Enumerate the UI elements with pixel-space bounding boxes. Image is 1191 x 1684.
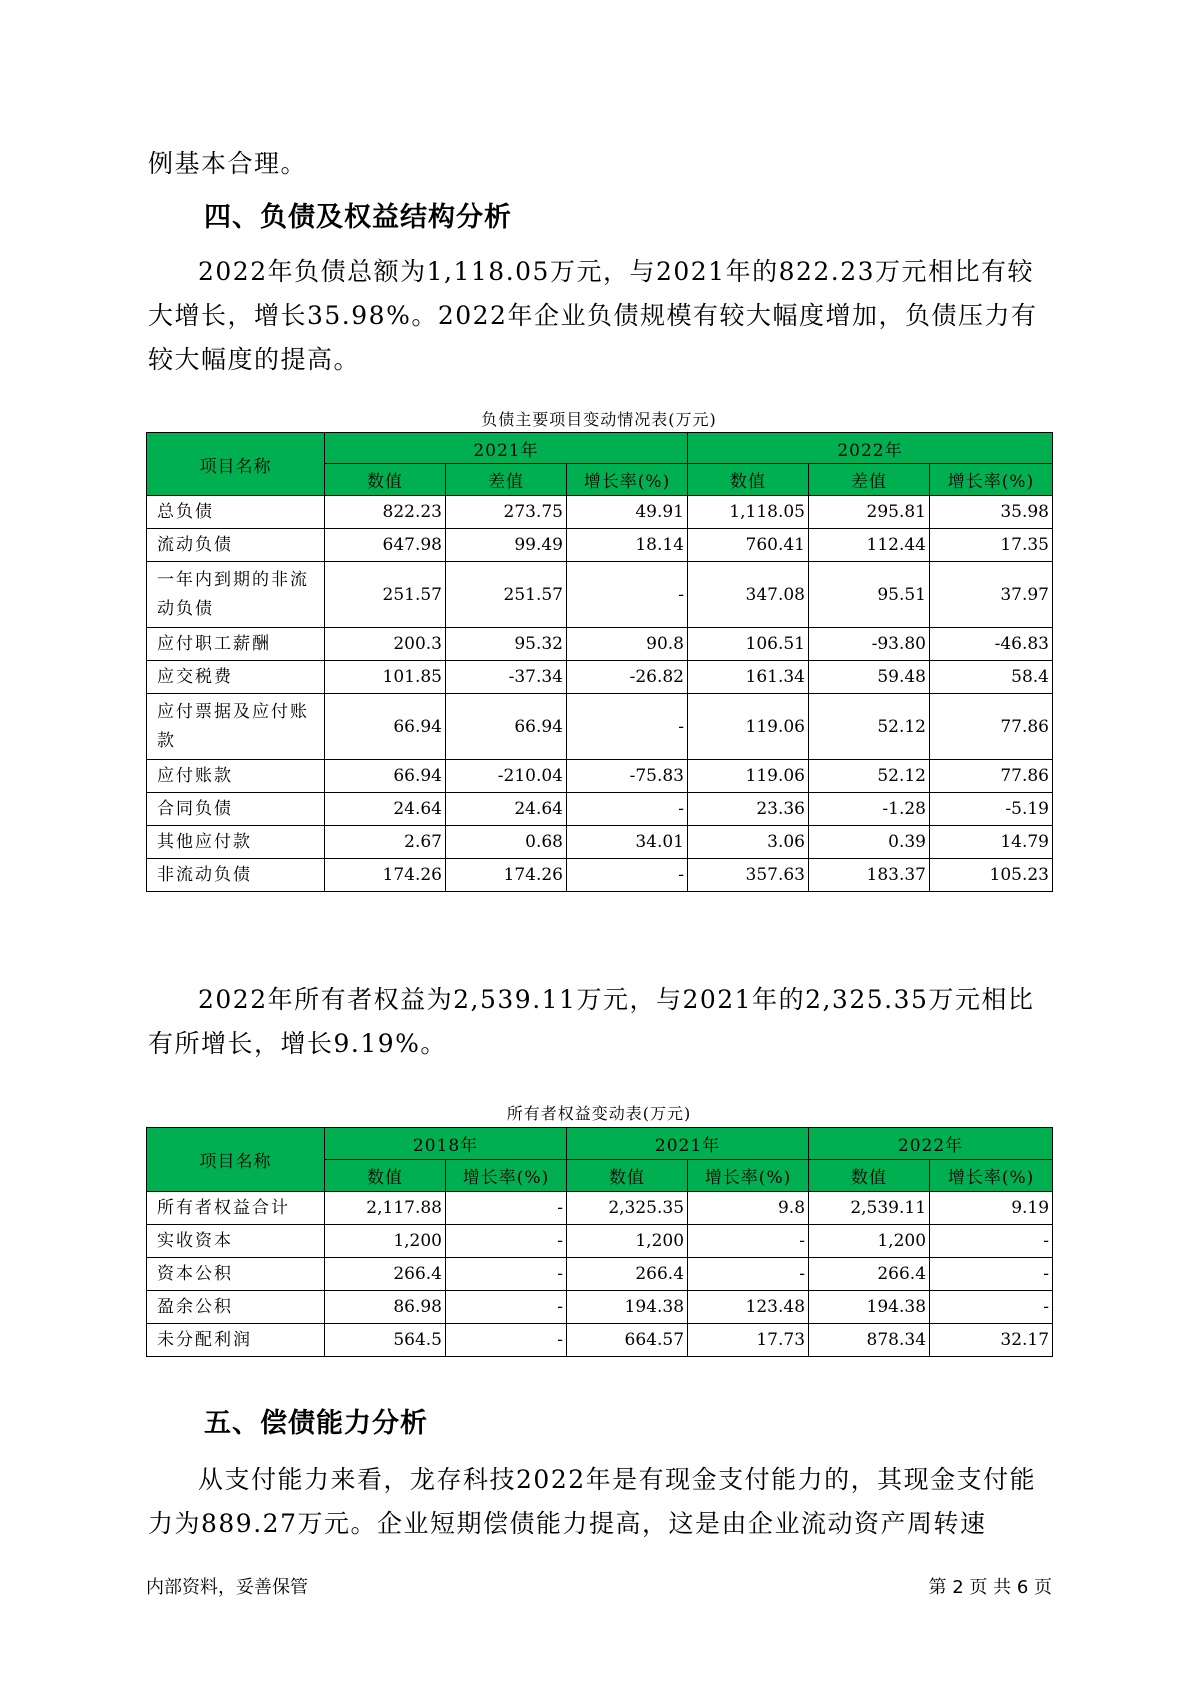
cell-diff: 273.75 [446,496,567,529]
cell-value: 1,200 [567,1225,688,1258]
table-row [147,661,1053,694]
cell-value: 24.64 [325,793,446,826]
cell-value: 23.36 [688,793,809,826]
table2-col-header: 数值 [325,1160,446,1192]
row-label: 应交税费 [147,661,325,694]
cell-diff: 66.94 [446,694,567,760]
cell-value: 194.38 [567,1291,688,1324]
table-row [147,793,1053,826]
intro-tail-text: 例基本合理。 [148,149,308,178]
table-row [147,1258,1053,1291]
row-label: 盈余公积 [147,1291,325,1324]
table1-year-header: 2022年 [688,433,1053,464]
cell-rate: - [930,1258,1053,1291]
footer-confidential-note: 内部资料，妥善保管 [146,1577,308,1598]
cell-rate: 77.86 [930,760,1053,793]
table2-year-header: 2022年 [809,1128,1053,1160]
row-label: 实收资本 [147,1225,325,1258]
cell-rate: - [446,1192,567,1225]
cell-rate: - [567,694,688,760]
cell-value: 2,325.35 [567,1192,688,1225]
table1-col-header: 数值 [688,464,809,496]
cell-rate: - [688,1258,809,1291]
cell-rate: 17.73 [688,1324,809,1357]
cell-rate: 49.91 [567,496,688,529]
cell-value: 251.57 [325,562,446,628]
row-label: 应付职工薪酬 [147,628,325,661]
cell-value: 1,200 [325,1225,446,1258]
cell-value: 194.38 [809,1291,930,1324]
cell-diff: 59.48 [809,661,930,694]
cell-diff: 24.64 [446,793,567,826]
cell-value: 266.4 [809,1258,930,1291]
cell-value: 2.67 [325,826,446,859]
cell-diff: 95.51 [809,562,930,628]
row-label: 未分配利润 [147,1324,325,1357]
cell-rate: 77.86 [930,694,1053,760]
cell-value: 266.4 [567,1258,688,1291]
cell-value: 822.23 [325,496,446,529]
cell-diff: 0.68 [446,826,567,859]
row-label: 一年内到期的非流动负债 [147,562,325,628]
row-label: 应付账款 [147,760,325,793]
table-row [147,1291,1053,1324]
section5-paragraph-1: 从支付能力来看，龙存科技2022年是有现金支付能力的，其现金支付能力为889.27万元。企业短期偿债能力提高，这是由企业流动资产周转速 [148,1465,1037,1538]
row-label: 所有者权益合计 [147,1192,325,1225]
table-row [147,694,1053,760]
table2-caption: 所有者权益变动表(万元) [506,1104,692,1123]
cell-rate: 17.35 [930,529,1053,562]
row-label: 应付票据及应付账款 [147,694,325,760]
table1-col-header: 差值 [446,464,567,496]
cell-rate: -75.83 [567,760,688,793]
table-row [147,529,1053,562]
cell-value: 2,117.88 [325,1192,446,1225]
cell-diff: 295.81 [809,496,930,529]
cell-rate: - [567,793,688,826]
cell-rate: -5.19 [930,793,1053,826]
cell-rate: 9.19 [930,1192,1053,1225]
cell-rate: 105.23 [930,859,1053,892]
row-label: 合同负债 [147,793,325,826]
cell-value: 86.98 [325,1291,446,1324]
table2-item-header: 项目名称 [147,1128,325,1192]
cell-rate: - [446,1258,567,1291]
cell-diff: -210.04 [446,760,567,793]
cell-rate: 37.97 [930,562,1053,628]
cell-diff: -93.80 [809,628,930,661]
cell-value: 878.34 [809,1324,930,1357]
cell-value: 119.06 [688,760,809,793]
table-row [147,1324,1053,1357]
cell-value: 66.94 [325,760,446,793]
cell-rate: - [446,1225,567,1258]
cell-diff: -37.34 [446,661,567,694]
table2-col-header: 数值 [567,1160,688,1192]
cell-diff: 183.37 [809,859,930,892]
table1-col-header: 差值 [809,464,930,496]
cell-rate: - [688,1225,809,1258]
cell-value: 564.5 [325,1324,446,1357]
table2-col-header: 增长率(%) [446,1160,567,1192]
table1-col-header: 增长率(%) [567,464,688,496]
equity-table [146,1127,1053,1357]
cell-rate: 58.4 [930,661,1053,694]
cell-diff: 0.39 [809,826,930,859]
cell-rate: - [446,1291,567,1324]
cell-diff: 95.32 [446,628,567,661]
cell-rate: 123.48 [688,1291,809,1324]
row-label: 资本公积 [147,1258,325,1291]
row-label: 流动负债 [147,529,325,562]
cell-diff: 99.49 [446,529,567,562]
cell-value: 3.06 [688,826,809,859]
table1-caption: 负债主要项目变动情况表(万元) [481,410,717,429]
cell-value: 161.34 [688,661,809,694]
cell-rate: - [567,859,688,892]
table1-item-header: 项目名称 [147,433,325,496]
cell-diff: 251.57 [446,562,567,628]
cell-value: 357.63 [688,859,809,892]
cell-value: 106.51 [688,628,809,661]
table2-year-header: 2018年 [325,1128,567,1160]
cell-value: 200.3 [325,628,446,661]
cell-rate: -46.83 [930,628,1053,661]
table2-col-header: 增长率(%) [930,1160,1053,1192]
table-row [147,628,1053,661]
cell-value: 664.57 [567,1324,688,1357]
cell-rate: 14.79 [930,826,1053,859]
cell-value: 66.94 [325,694,446,760]
table2-col-header: 数值 [809,1160,930,1192]
cell-rate: 35.98 [930,496,1053,529]
footer-page-number: 第 2 页 共 6 页 [928,1577,1052,1598]
cell-diff: 52.12 [809,760,930,793]
cell-diff: -1.28 [809,793,930,826]
cell-rate: - [567,562,688,628]
cell-rate: 34.01 [567,826,688,859]
cell-rate: -26.82 [567,661,688,694]
section5-heading: 五、偿债能力分析 [204,1408,428,1439]
table-row [147,859,1053,892]
section4-paragraph-2: 2022年所有者权益为2,539.11万元，与2021年的2,325.35万元相比有所增长，增长9.19%。 [148,985,1035,1058]
cell-rate: 18.14 [567,529,688,562]
cell-value: 1,118.05 [688,496,809,529]
cell-value: 2,539.11 [809,1192,930,1225]
cell-diff: 52.12 [809,694,930,760]
cell-value: 1,200 [809,1225,930,1258]
table-row [147,1225,1053,1258]
row-label: 非流动负债 [147,859,325,892]
cell-value: 347.08 [688,562,809,628]
table-row [147,826,1053,859]
section4-heading: 四、负债及权益结构分析 [204,202,512,233]
table-row [147,562,1053,628]
cell-value: 647.98 [325,529,446,562]
cell-rate: 90.8 [567,628,688,661]
row-label: 总负债 [147,496,325,529]
table-row [147,760,1053,793]
section4-paragraph-1: 2022年负债总额为1,118.05万元，与2021年的822.23万元相比有较大增长，增长35.98%。2022年企业负债规模有较大幅度增加，负债压力有较大幅度的提高。 [148,257,1038,374]
cell-rate: - [930,1291,1053,1324]
cell-value: 760.41 [688,529,809,562]
cell-value: 174.26 [325,859,446,892]
table1-col-header: 增长率(%) [930,464,1053,496]
cell-value: 266.4 [325,1258,446,1291]
table1-col-header: 数值 [325,464,446,496]
cell-rate: 9.8 [688,1192,809,1225]
cell-value: 101.85 [325,661,446,694]
cell-rate: - [446,1324,567,1357]
row-label: 其他应付款 [147,826,325,859]
cell-diff: 174.26 [446,859,567,892]
table-row [147,496,1053,529]
cell-diff: 112.44 [809,529,930,562]
cell-rate: 32.17 [930,1324,1053,1357]
table1-year-header: 2021年 [325,433,688,464]
liabilities-table [146,432,1053,892]
cell-value: 119.06 [688,694,809,760]
table2-col-header: 增长率(%) [688,1160,809,1192]
table-row [147,1192,1053,1225]
table2-year-header: 2021年 [567,1128,809,1160]
cell-rate: - [930,1225,1053,1258]
